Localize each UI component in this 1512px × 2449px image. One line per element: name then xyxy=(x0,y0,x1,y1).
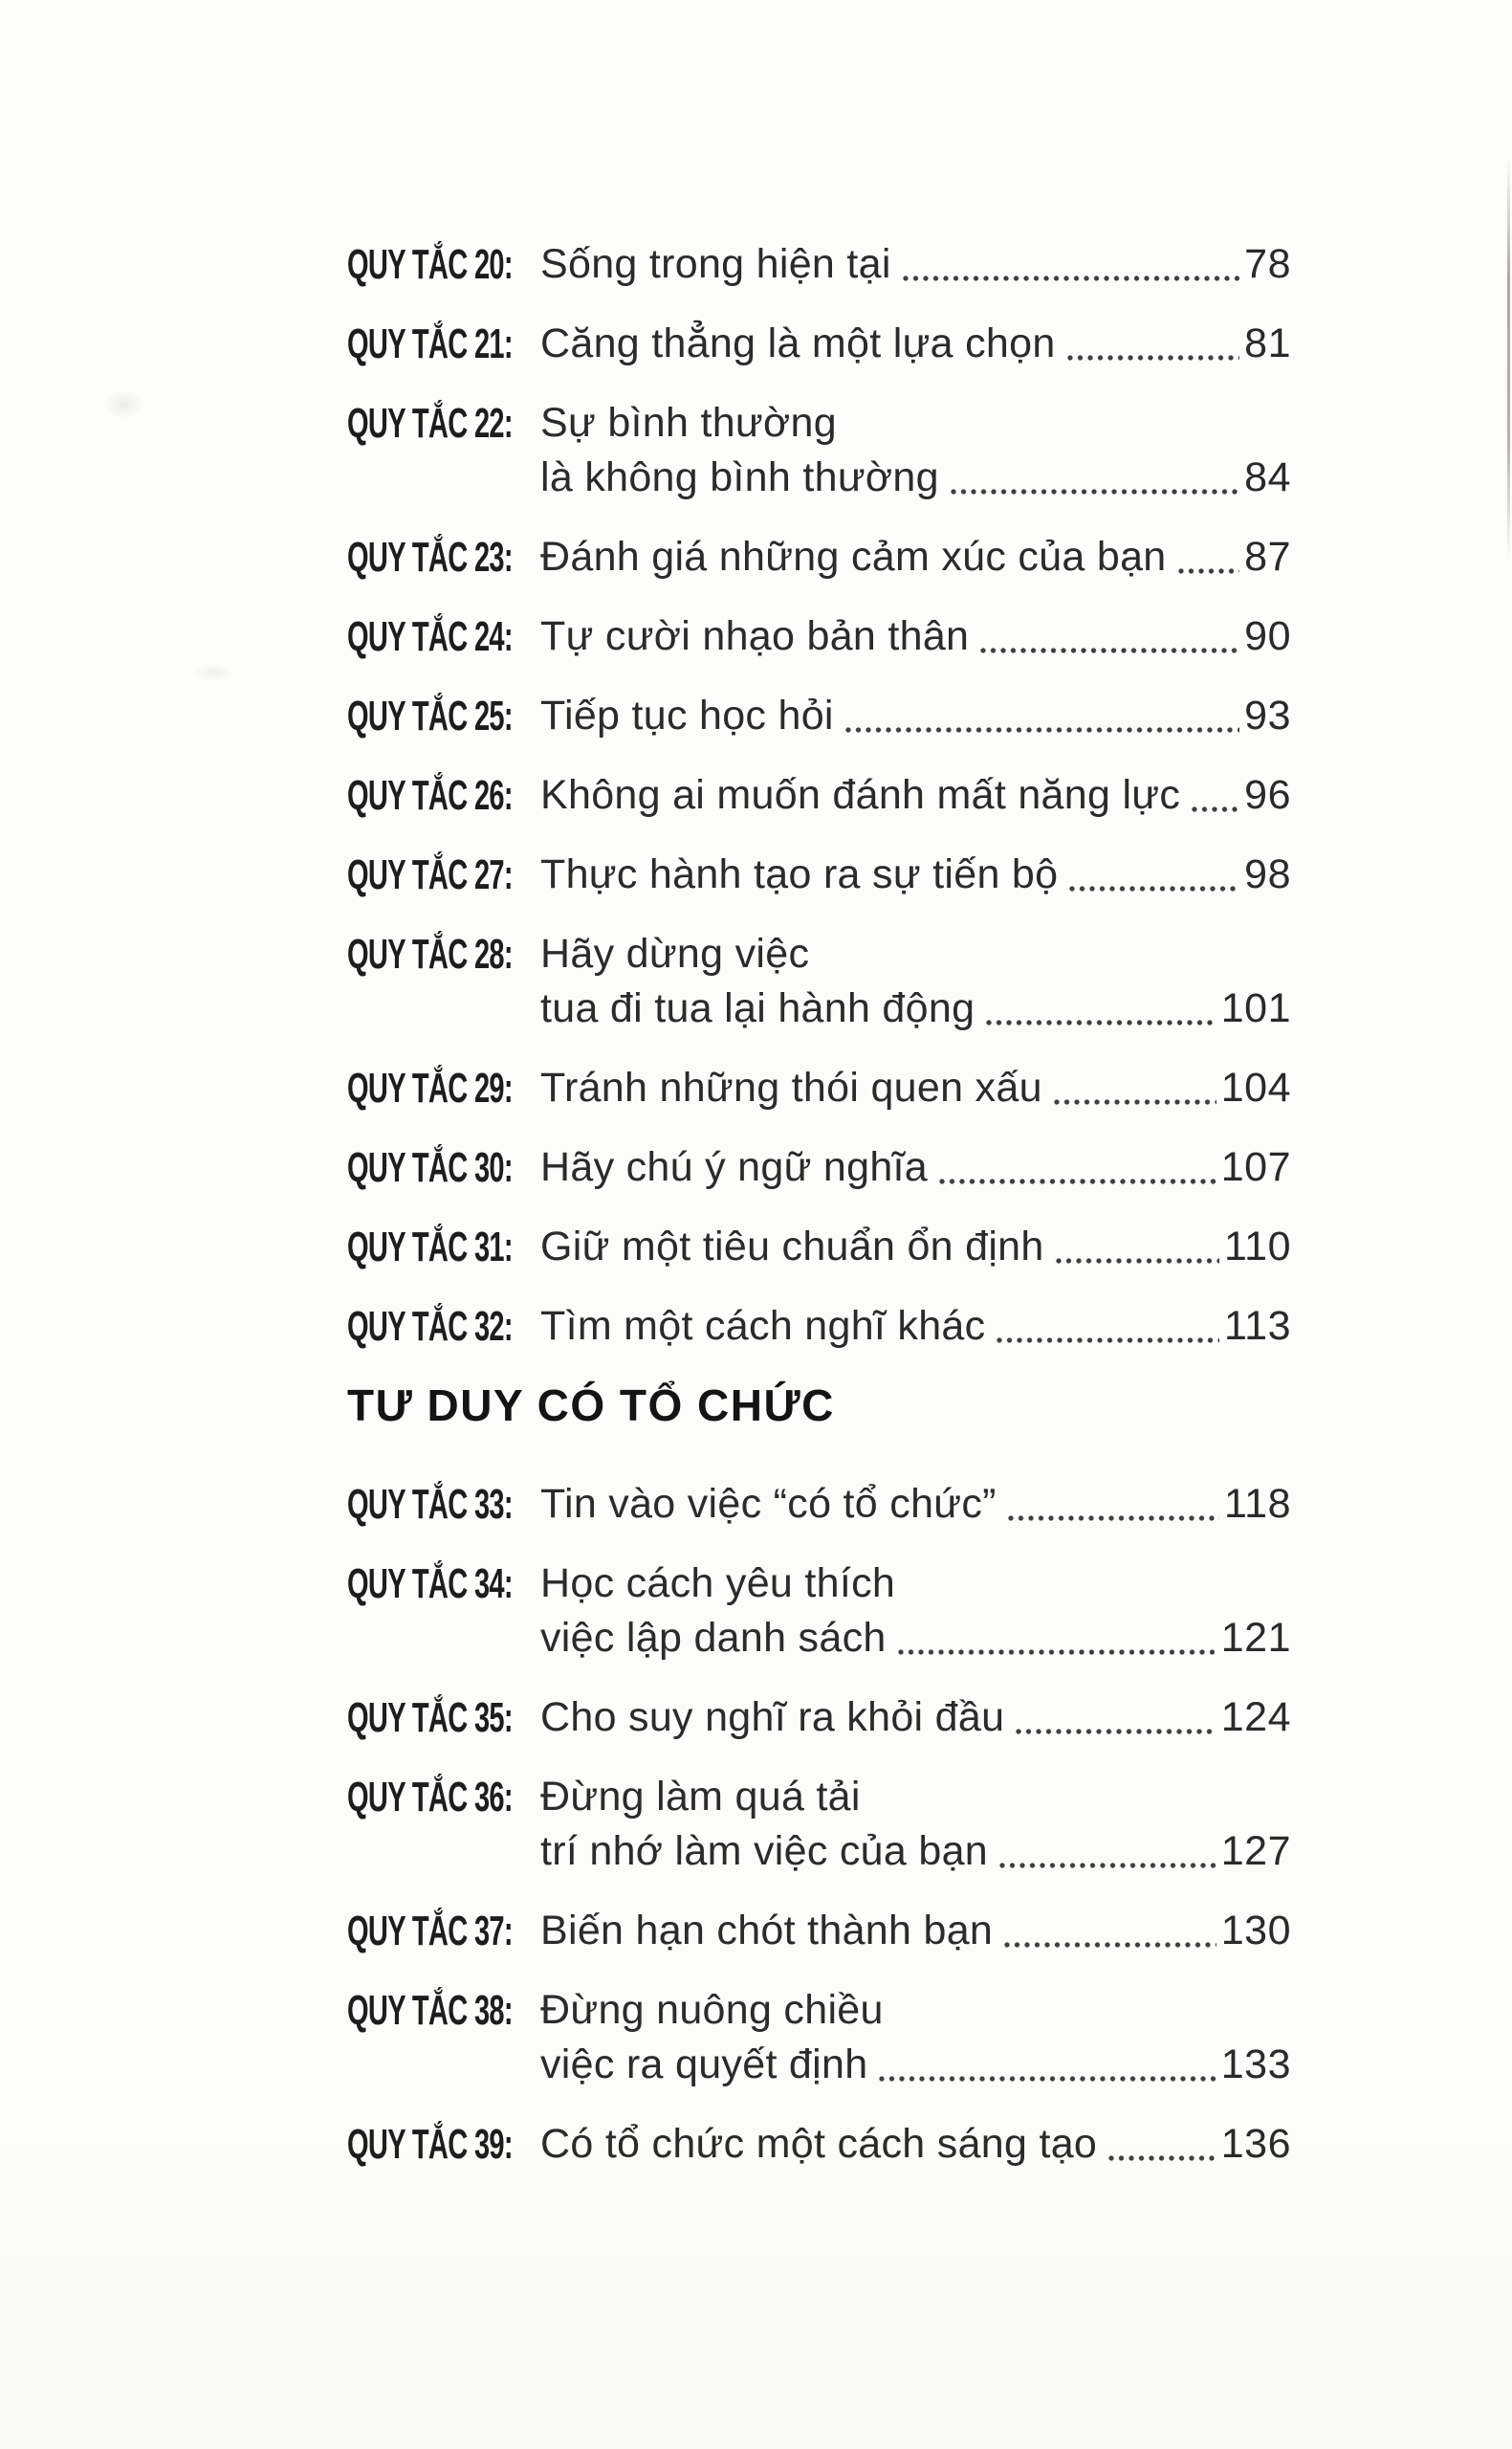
page-number: 78 xyxy=(1244,241,1291,287)
page-number: 90 xyxy=(1244,613,1291,659)
toc-entry xyxy=(347,1220,1291,1274)
dot-leader xyxy=(1052,1093,1216,1107)
page-number: 81 xyxy=(1244,320,1291,366)
toc-entry-title: việc ra quyết định xyxy=(540,2041,868,2087)
page-number: 101 xyxy=(1220,985,1291,1031)
toc-entry-body xyxy=(540,1770,1291,1879)
toc-entry-title: Tìm một cách nghĩ khác xyxy=(540,1303,986,1349)
toc-entry-label-column xyxy=(347,1556,540,1611)
toc-entry-title: là không bình thường xyxy=(540,454,939,500)
dot-leader xyxy=(978,642,1239,655)
toc-entry-label: QUY TẮC 24: xyxy=(347,613,513,660)
toc-entry-label: QUY TẮC 38: xyxy=(347,1987,513,2034)
toc-entry-title-line: Hãy dừng việc xyxy=(540,931,810,977)
toc-entry xyxy=(347,1983,1291,2092)
dot-leader xyxy=(1107,2150,1216,2163)
toc-entry xyxy=(347,1477,1291,1532)
toc-entry-body xyxy=(540,317,1291,371)
toc-entry-body xyxy=(540,530,1291,585)
toc-entry-label-column xyxy=(347,396,540,451)
toc-entry xyxy=(347,1690,1291,1745)
toc-entry-title: Có tổ chức một cách sáng tạo xyxy=(540,2121,1098,2167)
page-number: 104 xyxy=(1220,1065,1291,1111)
dot-leader xyxy=(896,1644,1216,1657)
toc-entry-body xyxy=(540,1140,1291,1195)
toc-entry xyxy=(347,2117,1291,2172)
toc-entry-body xyxy=(540,1061,1291,1115)
page-number: 107 xyxy=(1220,1144,1291,1190)
toc-entry-label-column xyxy=(347,1061,540,1115)
dot-leader xyxy=(877,2070,1216,2084)
dot-leader xyxy=(901,270,1239,283)
toc-entry-label: QUY TẮC 21: xyxy=(347,320,513,367)
toc-entry-label-column xyxy=(347,1477,540,1532)
toc-entry-title: Căng thẳng là một lựa chọn xyxy=(540,320,1056,366)
toc-entry xyxy=(347,1061,1291,1115)
toc-entry-label-column xyxy=(347,1904,540,1958)
toc-entry-label-column xyxy=(347,1140,540,1195)
toc-entry xyxy=(347,1904,1291,1958)
dot-leader xyxy=(984,1014,1216,1027)
toc-entry-label: QUY TẮC 39: xyxy=(347,2121,513,2168)
dot-leader xyxy=(1067,880,1239,894)
toc-entry-label-column xyxy=(347,2117,540,2172)
dot-leader xyxy=(995,1332,1218,1345)
page-number: 110 xyxy=(1223,1224,1291,1269)
page-number: 93 xyxy=(1244,693,1291,739)
toc-entry-label: QUY TẮC 36: xyxy=(347,1774,513,1820)
toc-entry-label-column xyxy=(347,768,540,823)
toc-entry-label-column xyxy=(347,1299,540,1354)
toc-entry-label: QUY TẮC 20: xyxy=(347,241,513,288)
dot-leader xyxy=(1065,349,1240,363)
toc-entry-body xyxy=(540,396,1291,505)
toc-entry-label: QUY TẮC 22: xyxy=(347,400,513,447)
toc-entry-title-line: Đừng làm quá tải xyxy=(540,1774,861,1820)
toc-entry-body xyxy=(540,1983,1291,2092)
toc-entry xyxy=(347,1556,1291,1666)
toc-entry-title-line xyxy=(540,848,1291,902)
toc-entry-label: QUY TẮC 34: xyxy=(347,1560,513,1607)
table-of-contents xyxy=(347,237,1291,2196)
toc-entry-title: Sống trong hiện tại xyxy=(540,241,891,287)
toc-entry xyxy=(347,927,1291,1036)
toc-entry-title: Không ai muốn đánh mất năng lực xyxy=(540,772,1181,818)
toc-entry-title-line xyxy=(540,530,1291,585)
dot-leader xyxy=(1190,801,1239,814)
dot-leader xyxy=(997,1857,1216,1870)
toc-entry-label: QUY TẮC 25: xyxy=(347,693,513,739)
page-number: 87 xyxy=(1244,534,1291,580)
toc-entry-title: Biến hạn chót thành bạn xyxy=(540,1908,994,1953)
dot-leader xyxy=(1014,1723,1216,1736)
toc-entry-body xyxy=(540,1904,1291,1958)
toc-entry-label-column xyxy=(347,1770,540,1824)
toc-entry-title: Giữ một tiêu chuẩn ổn định xyxy=(540,1224,1044,1269)
toc-entry-title-line xyxy=(540,451,1291,505)
toc-entry-title-line xyxy=(540,1220,1291,1274)
page-number: 98 xyxy=(1244,851,1291,897)
toc-entry-title-line xyxy=(540,1690,1291,1745)
scan-smudge xyxy=(103,390,143,419)
toc-entry xyxy=(347,237,1291,292)
toc-entry-title-line xyxy=(540,1140,1291,1195)
page-number: 121 xyxy=(1220,1615,1291,1661)
toc-entry-body xyxy=(540,1556,1291,1666)
toc-entry-label-column xyxy=(347,237,540,292)
toc-entry xyxy=(347,317,1291,371)
toc-entry-title: Đánh giá những cảm xúc của bạn xyxy=(540,534,1167,580)
toc-entry-body xyxy=(540,1477,1291,1532)
toc-entry-body xyxy=(540,1299,1291,1354)
toc-entry-title-line xyxy=(540,689,1291,743)
dot-leader xyxy=(1002,1936,1216,1950)
toc-entry-label-column xyxy=(347,689,540,743)
toc-entry-body xyxy=(540,237,1291,292)
toc-entry-label: QUY TẮC 32: xyxy=(347,1303,513,1350)
toc-entry-title: Thực hành tạo ra sự tiến bộ xyxy=(540,851,1059,897)
toc-entry xyxy=(347,768,1291,823)
toc-entry-title-line xyxy=(540,1824,1291,1879)
dot-leader xyxy=(949,483,1239,496)
scan-edge-artifact xyxy=(1507,158,1510,560)
toc-entry xyxy=(347,609,1291,664)
toc-entry-title: trí nhớ làm việc của bạn xyxy=(540,1828,989,1874)
section-header: TƯ DUY CÓ TỔ CHỨC xyxy=(347,1380,835,1430)
toc-entry-title-line xyxy=(540,768,1291,823)
dot-leader xyxy=(1054,1252,1219,1266)
toc-entry xyxy=(347,396,1291,505)
dot-leader xyxy=(1176,563,1240,576)
toc-entry-title-line xyxy=(540,1477,1291,1532)
toc-entry-label: QUY TẮC 35: xyxy=(347,1694,513,1741)
toc-entry-label-column xyxy=(347,1690,540,1745)
toc-entry-title-line xyxy=(540,317,1291,371)
toc-entry-label: QUY TẮC 23: xyxy=(347,534,513,581)
toc-entry xyxy=(347,530,1291,585)
toc-entry-body xyxy=(540,1690,1291,1745)
page-number: 118 xyxy=(1223,1481,1291,1527)
toc-entry-title-line xyxy=(540,1611,1291,1666)
toc-entry-label: QUY TẮC 30: xyxy=(347,1144,513,1191)
page-number: 127 xyxy=(1220,1828,1291,1874)
toc-entry-title-line xyxy=(540,2038,1291,2092)
toc-entry xyxy=(347,1770,1291,1879)
toc-entry-title-line xyxy=(540,237,1291,292)
scan-smudge xyxy=(191,665,235,680)
toc-entry-title: Cho suy nghĩ ra khỏi đầu xyxy=(540,1694,1005,1740)
toc-entry-label: QUY TẮC 29: xyxy=(347,1065,513,1112)
toc-entry-title-line xyxy=(540,1299,1291,1354)
dot-leader xyxy=(1006,1510,1219,1523)
toc-entry-title-line xyxy=(540,2117,1291,2172)
page-number: 84 xyxy=(1244,454,1291,500)
toc-entry xyxy=(347,1299,1291,1354)
toc-entry-label-column xyxy=(347,609,540,664)
toc-entry-title-line: Học cách yêu thích xyxy=(540,1560,896,1606)
page-number: 136 xyxy=(1220,2121,1291,2167)
toc-entry-label-column xyxy=(347,1220,540,1274)
toc-entry-title: Tránh những thói quen xấu xyxy=(540,1065,1042,1111)
toc-entry-title: Tự cười nhạo bản thân xyxy=(540,613,970,659)
toc-entry-label-column xyxy=(347,927,540,982)
page-number: 124 xyxy=(1220,1694,1291,1740)
toc-entry-title: tua đi tua lại hành động xyxy=(540,985,975,1031)
toc-entry xyxy=(347,1140,1291,1195)
page-number: 130 xyxy=(1220,1908,1291,1953)
toc-entry-label: QUY TẮC 28: xyxy=(347,931,513,978)
page-number: 133 xyxy=(1220,2041,1291,2087)
toc-entry xyxy=(347,848,1291,902)
toc-entry-body xyxy=(540,2117,1291,2172)
page-number: 96 xyxy=(1244,772,1291,818)
toc-entry-title: việc lập danh sách xyxy=(540,1615,887,1661)
toc-entry-body xyxy=(540,1220,1291,1274)
toc-entry-title-line xyxy=(540,1904,1291,1958)
toc-entry-title: Tiếp tục học hỏi xyxy=(540,693,834,739)
toc-entry-title-line: Sự bình thường xyxy=(540,400,837,446)
toc-entry-body xyxy=(540,848,1291,902)
toc-entry-body xyxy=(540,927,1291,1036)
toc-entry-body xyxy=(540,609,1291,664)
toc-entry-label-column xyxy=(347,317,540,371)
toc-entry-title: Tin vào việc “có tổ chức” xyxy=(540,1481,997,1527)
toc-entry-label-column xyxy=(347,848,540,902)
dot-leader xyxy=(937,1173,1216,1186)
page-number: 113 xyxy=(1223,1303,1291,1349)
toc-entry-label: QUY TẮC 27: xyxy=(347,851,513,898)
toc-entry-label: QUY TẮC 26: xyxy=(347,772,513,819)
toc-entry-title-line: Đừng nuông chiều xyxy=(540,1987,884,2033)
toc-entry-label: QUY TẮC 31: xyxy=(347,1224,513,1270)
toc-entry xyxy=(347,689,1291,743)
toc-entry-title: Hãy chú ý ngữ nghĩa xyxy=(540,1144,929,1190)
toc-entry-label: QUY TẮC 33: xyxy=(347,1481,513,1528)
toc-entry-body xyxy=(540,689,1291,743)
dot-leader xyxy=(844,721,1239,735)
toc-entry-body xyxy=(540,768,1291,823)
toc-entry-title-line xyxy=(540,1061,1291,1115)
toc-entry-label-column xyxy=(347,530,540,585)
toc-entry-label-column xyxy=(347,1983,540,2038)
toc-entry-title-line xyxy=(540,982,1291,1036)
toc-entry-title-line xyxy=(540,609,1291,664)
toc-entry-label: QUY TẮC 37: xyxy=(347,1908,513,1954)
